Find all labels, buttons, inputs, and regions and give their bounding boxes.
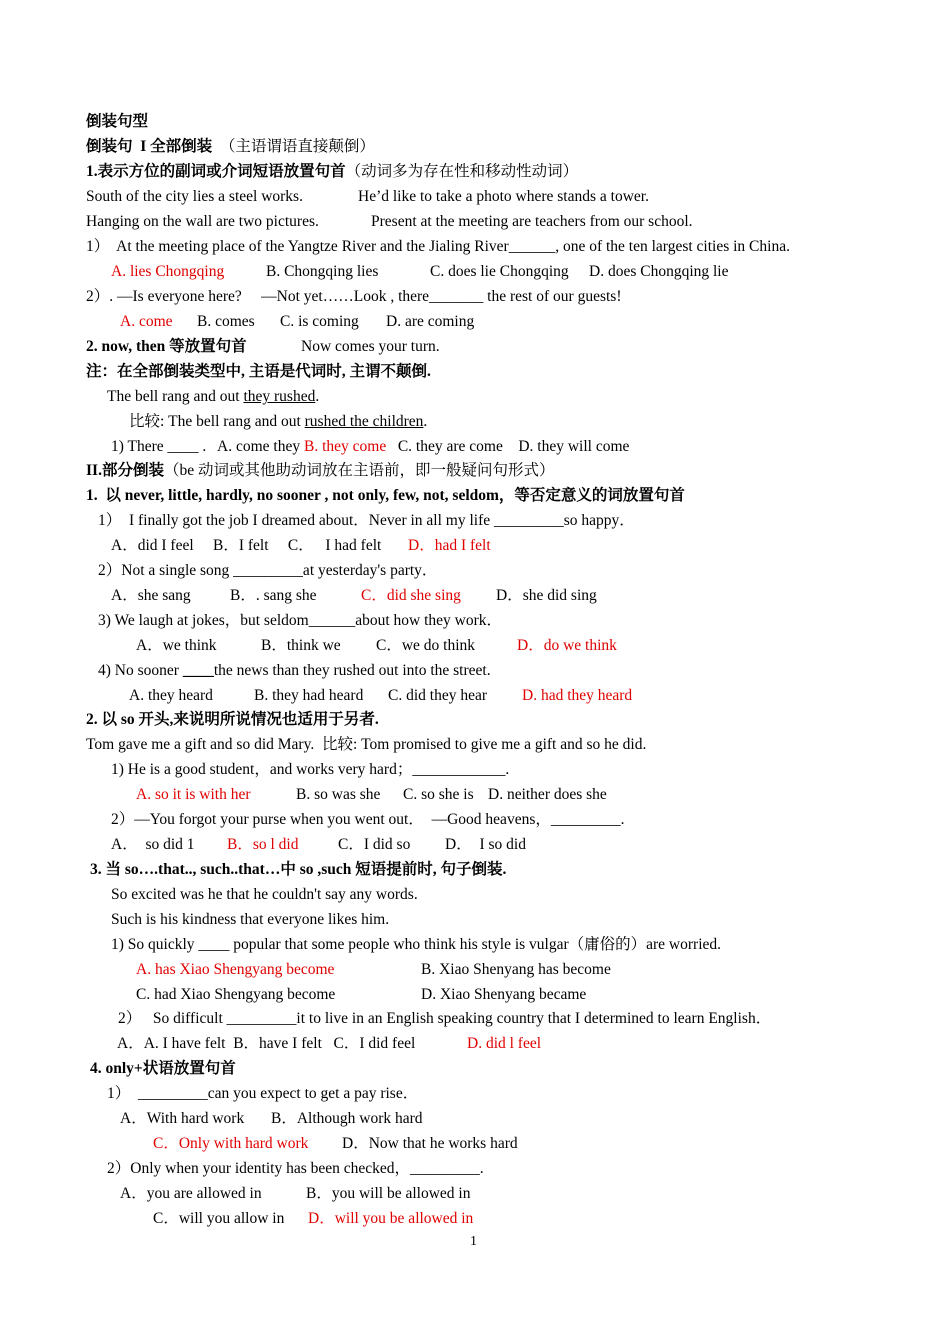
answer-option-correct: A. has Xiao Shengyang become (136, 961, 335, 978)
answer-option: D．she did sing (496, 587, 597, 604)
question-text: 1) So quickly ____ popular that some people who think his style is vulgar（庸俗的）are worried. (111, 936, 722, 953)
heading-note: （主语谓语直接颠倒） (212, 138, 375, 155)
rule-bold: 1.表示方位的副词或介词短语放置句首 (86, 163, 346, 180)
answer-options: A．did I feel B．I felt C． I had felt (111, 537, 382, 554)
question-text: 1) He is a good student，and works very hard；____________. (111, 761, 510, 778)
answer-option: D. does Chongqing lie (589, 263, 729, 280)
question-text: 1) There ____ . A. come they (111, 438, 304, 455)
example-text: South of the city lies a steel works. (86, 188, 303, 205)
answer-option: A．you are allowed in (120, 1185, 262, 1202)
answer-option-correct: B. they come (304, 438, 387, 455)
answer-option: B. they had heard (254, 687, 364, 704)
example-text: 比较: The bell rang and out (129, 413, 305, 430)
answer-option-correct: D．do we think (517, 637, 617, 654)
answer-option-correct: A. come (120, 313, 173, 330)
answer-option: D. Xiao Shenyang became (421, 986, 587, 1003)
question-text: 1） I finally got the job I dreamed about．Never in all my life _________so happy． (98, 512, 635, 529)
comparison-line (129, 412, 427, 432)
answer-option: C. had Xiao Shengyang become (136, 986, 336, 1003)
answer-options: C. they are come D. they will come (386, 438, 630, 455)
rule-heading: 2. 以 so 开头,来说明所说情况也适用于另者. (86, 711, 379, 728)
answer-option-correct: C．Only with hard work (153, 1135, 309, 1152)
answer-option: A．we think (136, 637, 217, 654)
heading-bold: II.部分倒装 (86, 462, 164, 479)
punctuation: . (315, 388, 320, 405)
question-text: 2）. —Is everyone here? —Not yet……Look , there_______ the rest of our guests! (86, 288, 622, 305)
example-text: Present at the meeting are teachers from our school. (371, 213, 693, 230)
answer-option-correct: D．will you be allowed in (308, 1210, 474, 1227)
section-heading-full-inversion (86, 137, 375, 157)
answer-option-correct: A. lies Chongqing (111, 263, 225, 280)
example-text: So excited was he that he couldn't say any words. (111, 886, 418, 903)
page-number: 1 (470, 1234, 477, 1249)
answer-option: A．she sang (111, 587, 191, 604)
answer-option: B．. sang she (230, 587, 317, 604)
answer-option: D． I so did (445, 836, 526, 853)
example-text: He’d like to take a photo where stands a tower. (358, 188, 649, 205)
question-text: 1） _________can you expect to get a pay rise． (107, 1085, 419, 1102)
answer-option: C. does lie Chongqing (430, 263, 569, 280)
answer-option: A． so did 1 (111, 836, 195, 853)
question-text: 3) We laugh at jokes，but seldom______about how they work． (98, 612, 502, 629)
answer-option: D. are coming (386, 313, 475, 330)
answer-option-correct: D. had they heard (522, 687, 633, 704)
heading-note: （be 动词或其他助动词放在主语前，即一般疑问句形式） (163, 462, 555, 479)
answer-option: C．I did so (338, 836, 411, 853)
answer-blank: ____ (182, 662, 214, 679)
question-text: 4) No sooner (98, 662, 183, 679)
question-text: 1） At the meeting place of the Yangtze River and the Jialing River______, one of the ten largest cities in China. (86, 238, 790, 255)
question-line (111, 437, 629, 457)
answer-option: C．will you allow in (153, 1210, 285, 1227)
answer-option-correct: D．had I felt (408, 537, 491, 554)
answer-option: C. did they hear (388, 687, 488, 704)
rule-note: （动词多为存在性和移动性动词） (345, 163, 579, 180)
example-text: Now comes your turn. (301, 338, 440, 355)
answer-option: B．you will be allowed in (306, 1185, 471, 1202)
rule-heading: 3. 当 so….that.., such..that…中 so ,such 短语提前时, 句子倒装. (90, 861, 507, 878)
answer-option: D. neither does she (488, 786, 607, 803)
answer-option: C. so she is (403, 786, 474, 803)
answer-option: A．With hard work (120, 1110, 245, 1127)
punctuation: . (423, 413, 428, 430)
answer-option: D．Now that he works hard (342, 1135, 518, 1152)
underlined-phrase: rushed the children (304, 413, 424, 430)
answer-option: B．Although work hard (271, 1110, 423, 1127)
answer-option: B. Chongqing lies (266, 263, 379, 280)
rule-2-heading: 2. now, then 等放置句首 (86, 338, 247, 355)
question-text: 2）—You forgot your purse when you went out． —Good heavens，_________. (111, 811, 625, 828)
answer-option: A. they heard (129, 687, 213, 704)
example-text: The bell rang and out (107, 388, 244, 405)
answer-option: C. is coming (280, 313, 359, 330)
answer-option-correct: C．did she sing (361, 587, 461, 604)
question-line (98, 661, 491, 681)
answer-options: A．A. I have felt B．have I felt C．I did feel (117, 1035, 416, 1052)
heading-bold: 倒装句 I 全部倒装 (86, 138, 213, 155)
example-text: Hanging on the wall are two pictures. (86, 213, 319, 230)
section-heading-partial-inversion (86, 461, 554, 481)
answer-option: B. Xiao Shenyang has become (421, 961, 611, 978)
page-title: 倒装句型 (86, 113, 149, 130)
example-line (107, 387, 319, 407)
answer-option-correct: D. did l feel (467, 1035, 542, 1052)
example-text: Tom gave me a gift and so did Mary. 比较: Tom promised to give me a gift and so he did. (86, 736, 647, 753)
example-text: Such is his kindness that everyone likes him. (111, 911, 390, 928)
note-text: 注：在全部倒装类型中, 主语是代词时, 主谓不颠倒. (86, 363, 431, 380)
answer-option: B．think we (261, 637, 341, 654)
rule-heading: 4. only+状语放置句首 (90, 1060, 236, 1077)
question-text: 2）Only when your identity has been checked，_________. (107, 1160, 484, 1177)
answer-option-correct: A. so it is with her (136, 786, 251, 803)
answer-option-correct: B．so l did (227, 836, 299, 853)
rule-heading: 1. 以 never, little, hardly, no sooner , not only, few, not, seldom，等否定意义的词放置句首 (86, 487, 685, 504)
question-text: the news than they rushed out into the street. (213, 662, 491, 679)
question-text: 2） So difficult _________it to live in an English speaking country that I determined to learn English． (118, 1010, 772, 1027)
answer-option: C．we do think (376, 637, 476, 654)
underlined-phrase: they rushed (243, 388, 316, 405)
answer-option: B. so was she (296, 786, 381, 803)
rule-1-heading (86, 162, 578, 182)
answer-option: B. comes (197, 313, 255, 330)
question-text: 2）Not a single song _________at yesterday's party． (98, 562, 438, 579)
